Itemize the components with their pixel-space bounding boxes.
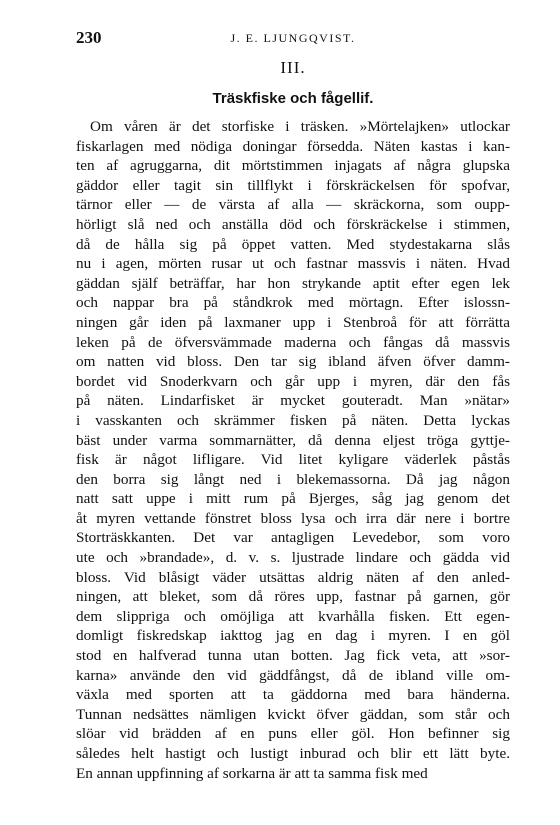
text-line: och nappar bra på ståndkrok med mörtagn. Efter islossn- bbox=[76, 294, 510, 312]
text-line: ningen, att bleket, som då röres upp, fastnar på garnen, gör bbox=[76, 588, 510, 606]
text-line: den borra sig långt ned i blekemassorna. Då jag någon bbox=[76, 470, 510, 488]
text-line: åt myren vettande fönstret bloss lysa och irra där nere i bortre bbox=[76, 509, 510, 527]
running-head: J. E. LJUNGQVIST. bbox=[230, 31, 356, 45]
text-line: bloss. Vid blåsigt väder utsättas aldrig näten af den anled- bbox=[76, 568, 510, 586]
text-line: Tunnan nedsättes nämligen kvickt öfver gäddan, som står och bbox=[76, 705, 510, 723]
text-line: fisk är något lifligare. Vid litet kyligare väderlek påstås bbox=[76, 451, 510, 469]
text-line: bäst under varma sommarnätter, då denna eljest tröga gyttje- bbox=[76, 431, 510, 449]
text-line: ten af agruggarna, dit mörtstimmen injagats af några glupska bbox=[76, 157, 510, 175]
text-line: En annan uppfinning af sorkarna är att ta samma fisk med bbox=[76, 764, 428, 782]
page-number: 230 bbox=[76, 28, 102, 47]
text-line: ute och »brandade», d. v. s. ljustrade lindare och gädda vid bbox=[76, 549, 510, 567]
text-line: gäddan själf beträffar, har hon strykande aptit efter egen lek bbox=[76, 274, 510, 292]
text-line: bordet vid Snoderkvarn och går upp i myren, där den fås bbox=[76, 372, 510, 390]
text-line: växla med sporten att ta gäddorna med bara händerna. bbox=[76, 686, 510, 704]
section-title: Träskfiske och fågellif. bbox=[212, 90, 374, 107]
text-line: fiskarlagen med nödiga doningar försedda. Näten kastas i kan- bbox=[76, 137, 510, 155]
text-line: i vasskanten och skrämmer fisken på näten. Detta lyckas bbox=[76, 411, 510, 429]
text-line: leken på de öfversvämmade maderna och fångas då massvis bbox=[76, 333, 510, 351]
text-line: således helt hastigt och lustigt inburad och blir ett lätt byte. bbox=[76, 745, 510, 762]
text-line: domligt fiskredskap iakttog jag en dag i myren. I en göl bbox=[76, 627, 510, 645]
page-header bbox=[76, 28, 510, 48]
section-number: III. bbox=[280, 58, 306, 77]
text-line: på näten. Lindarfisket är mycket gouteradt. Man »nätar» bbox=[76, 392, 510, 410]
text-line: om natten vid bloss. Den tar sig ibland äfven öfver damm- bbox=[76, 353, 510, 371]
text-line: hörligt slå ned och anställa död och förskräckelse i stimmen, bbox=[76, 215, 510, 233]
text-line: tärnor eller — de värsta af alla — skräckorna, som oupp- bbox=[76, 196, 510, 214]
text-line: slöar vid brädden af en puns eller göl. Hon befinner sig bbox=[76, 725, 510, 743]
text-line: gäddor eller tagit sin tillflykt i förskräckelsen för spofvar, bbox=[76, 176, 510, 194]
text-line: Storträskkanten. Det var antagligen Levedebor, som voro bbox=[76, 529, 510, 547]
text-line: nu i agen, mörten rusar ut och fastnar massvis i näten. Hvad bbox=[76, 255, 510, 273]
text-line: dem slippriga och omöjliga att kvarhålla fisken. Ett egen- bbox=[76, 607, 510, 625]
text-line: stod en halfverad tunna utan botten. Jag fick veta, att »sor- bbox=[76, 647, 510, 665]
text-line: ningen går iden på laxmaner upp i Stenbroå för att förrätta bbox=[76, 313, 510, 331]
text-line: karna» använde den vid gäddfångst, då de ibland ville om- bbox=[76, 666, 510, 684]
text-line: då de hålla sig på öppet vatten. Med stydestakarna slås bbox=[76, 235, 510, 253]
text-line: Om våren är det storfiske i träsken. »Mörtelajken» utlockar bbox=[90, 118, 510, 135]
body-text bbox=[76, 117, 510, 783]
text-line: natt satt uppe i mitt rum på Bjerges, såg jag genom det bbox=[76, 490, 510, 508]
